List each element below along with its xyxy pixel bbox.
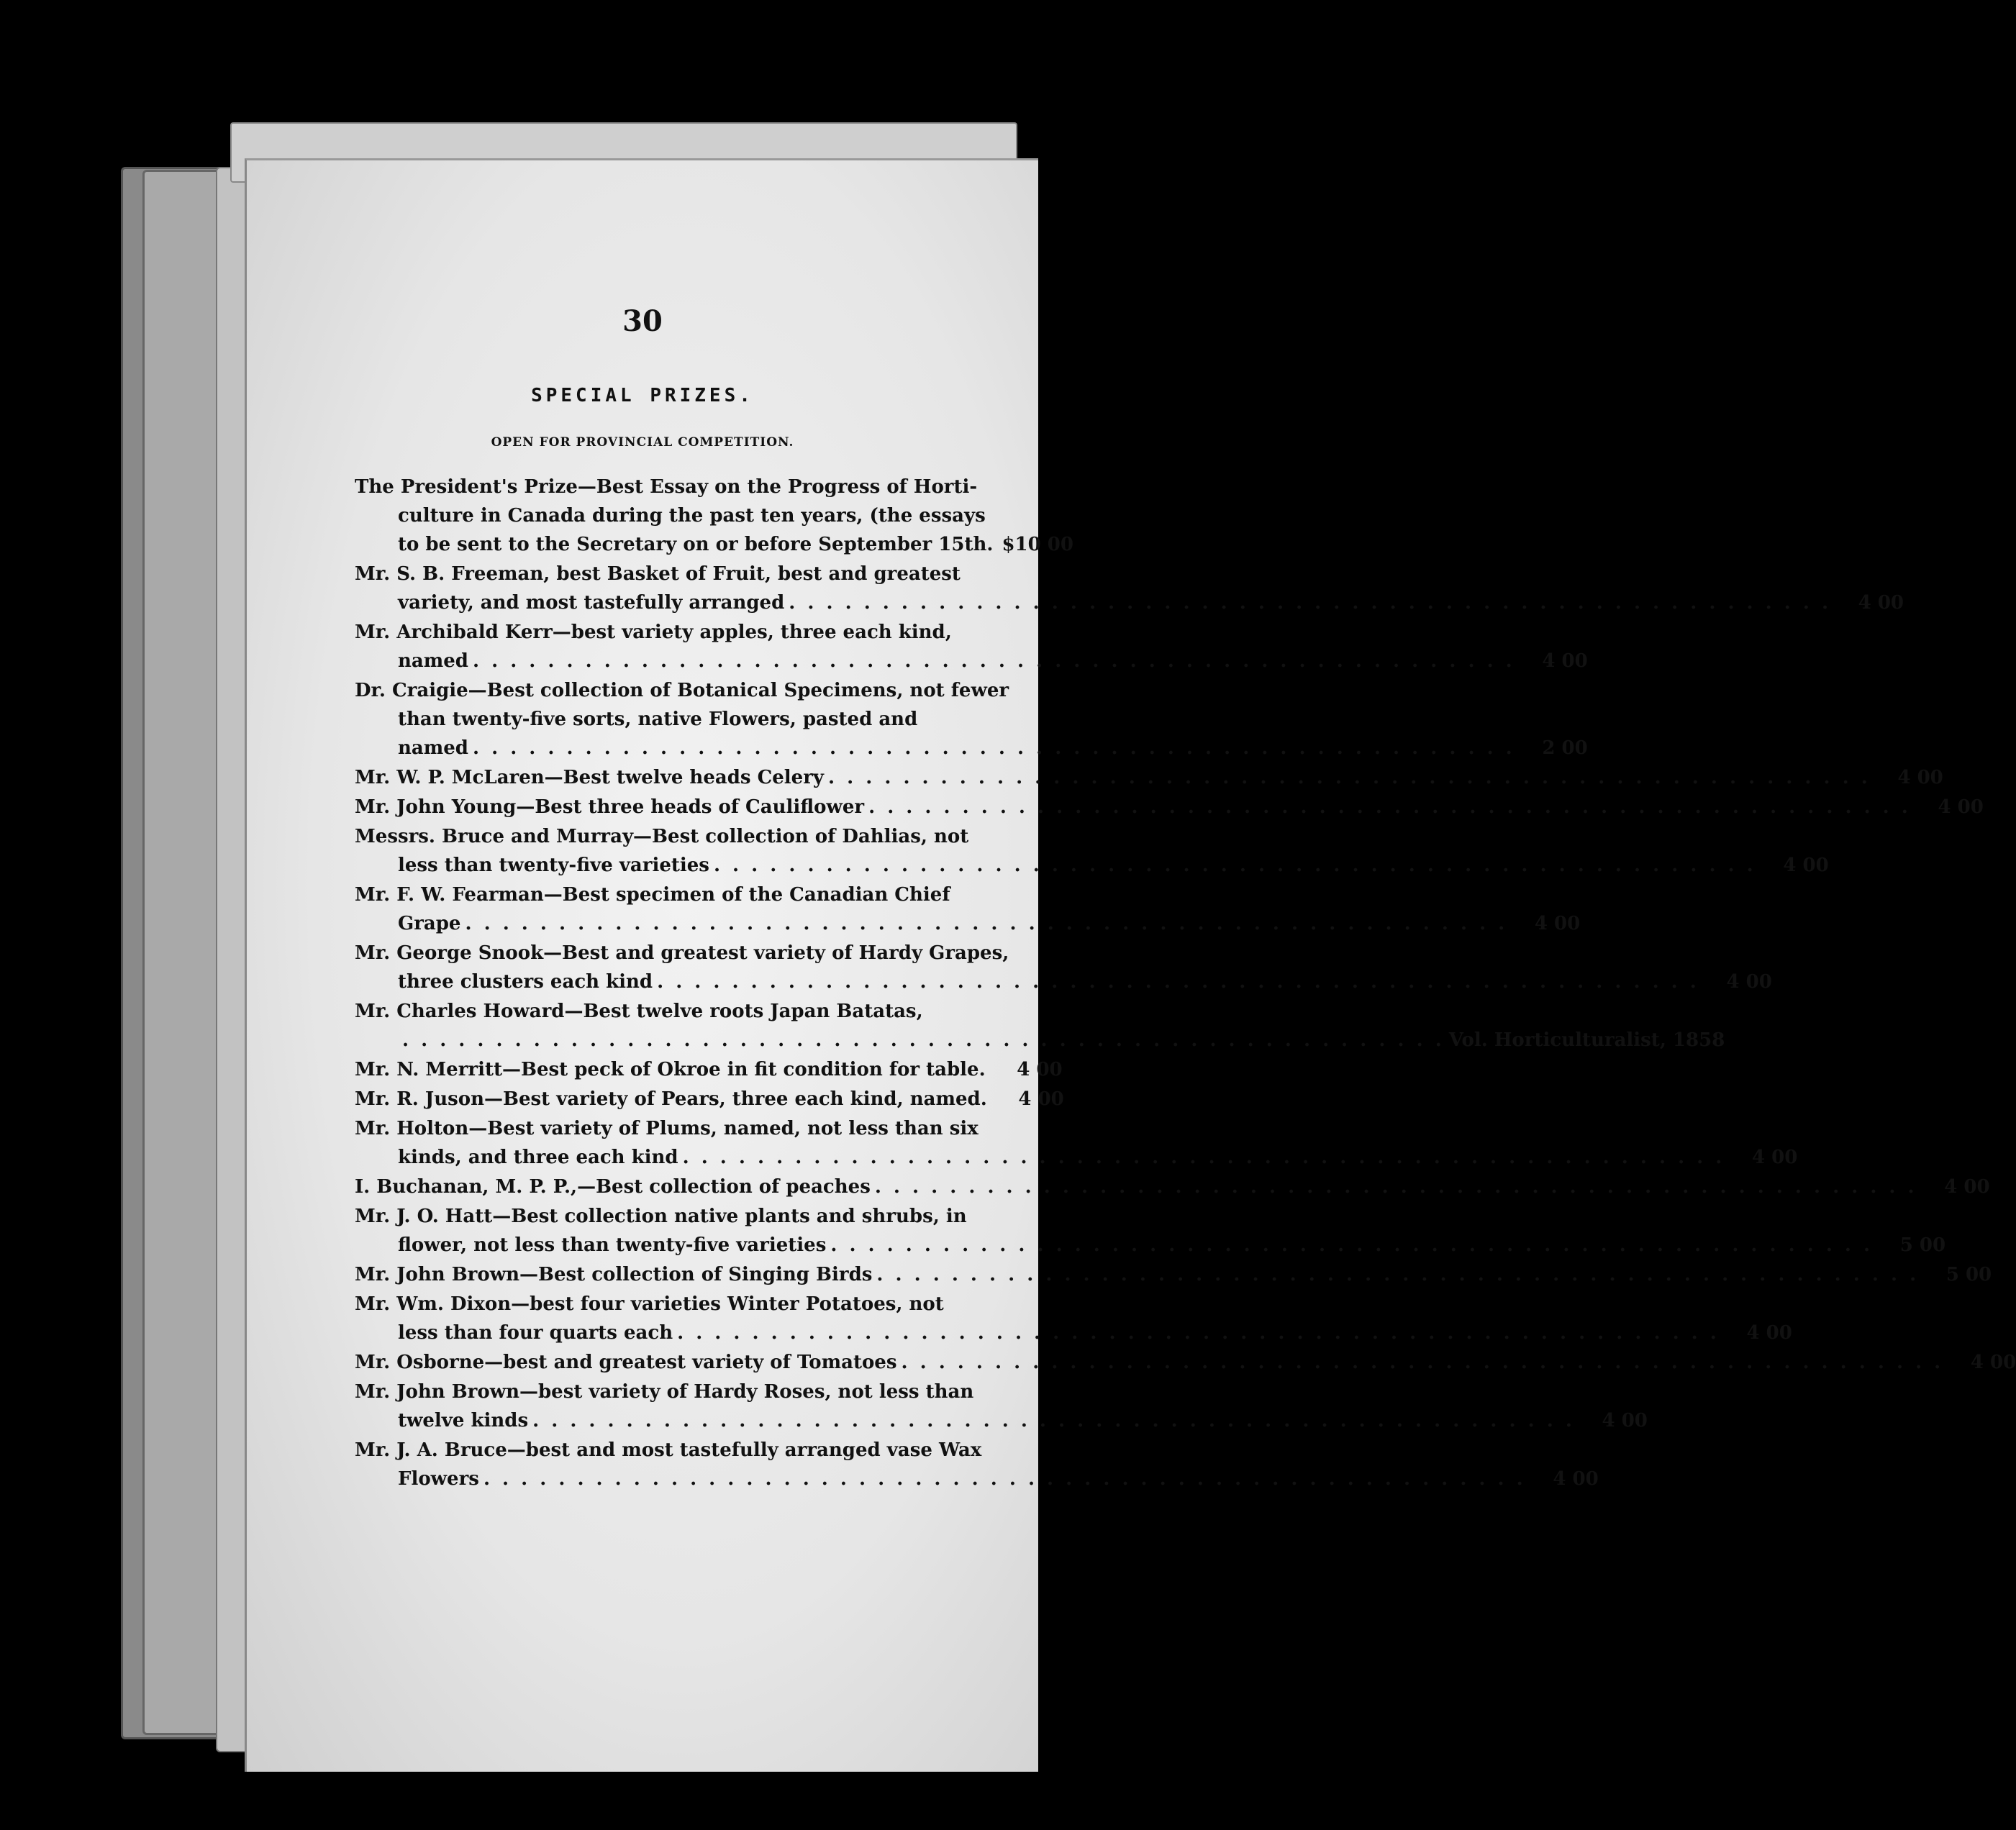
prize-text: Mr. John Young—Best three heads of Cauliflower: [355, 796, 865, 818]
prize-entry: [355, 1055, 1063, 1084]
prize-amount: 4 00: [1752, 1147, 1798, 1168]
prize-text: variety, and most tastefully arranged: [398, 592, 785, 614]
leader-dots: . . . . . . . . . . . . . . . . . . . . . . . . . . . . . . . . . . . . . . . . . . . . . . . . . . . . . . . .: [828, 767, 1871, 788]
prize-text: Mr. Osborne—best and greatest variety of Tomatoes: [355, 1352, 897, 1373]
prize-text-line: Mr. Archibald Kerr—best variety apples, three each kind,: [355, 622, 952, 643]
prize-entry: [355, 1260, 1992, 1289]
prize-entry: [355, 763, 1943, 792]
prize-amount: 4 00: [1783, 855, 1829, 876]
prize-text-line: Mr. Charles Howard—Best twelve roots Japan Batatas,: [355, 1001, 923, 1022]
prize-entry: [355, 473, 1073, 559]
leader-dots: . . . . . . . . . . . . . . . . . . . . . . . . . . . . . . . . . . . . . . . . . . . . . . . . . . . . . . . .: [472, 737, 1515, 759]
prize-text-line: Mr. F. W. Fearman—Best specimen of the Canadian Chief: [355, 884, 950, 906]
leader-dots: . . . . . . . . . . . . . . . . . . . . . . . . . . . . . . . . . . . . . . . . . . . . . . . . . . . . . . . .: [901, 1352, 1944, 1373]
prize-amount: 4 00: [1944, 1176, 1990, 1198]
prize-list: [355, 473, 2016, 1494]
prize-entry: [355, 939, 1772, 996]
prize-text: Flowers: [398, 1468, 479, 1490]
prize-amount: 4 00: [1897, 767, 1943, 788]
prize-entry: [355, 1114, 1798, 1172]
prize-entry: [355, 618, 1588, 675]
prize-entry: [355, 1378, 1648, 1435]
prize-amount: 4 00: [1534, 913, 1581, 934]
prize-text-line: Mr. John Brown—best variety of Hardy Roses, not less than: [355, 1381, 974, 1403]
prize-entry: [355, 1085, 1064, 1114]
leader-dots: . . . . . . . . . . . . . . . . . . . . . . . . . . . . . . . . . . . . . . . . . . . . . . . . . . . . . . . .: [402, 1029, 1445, 1051]
leader-dots: . . . . . . . . . . . . . . . . . . . . . . . . . . . . . . . . . . . . . . . . . . . . . . . . . . . . . . . .: [876, 1264, 1920, 1285]
prize-entry: [355, 793, 1984, 821]
prize-text: Mr. N. Merritt—Best peck of Okroe in fit condition for table.: [355, 1059, 986, 1080]
prize-text-line: Mr. George Snook—Best and greatest variety of Hardy Grapes,: [355, 942, 1009, 964]
leader-dots: . . . . . . . . . . . . . . . . . . . . . . . . . . . . . . . . . . . . . . . . . . . . . . . . . . . . . . . .: [682, 1147, 1725, 1168]
prize-text-line: Messrs. Bruce and Murray—Best collection of Dahlias, not: [355, 826, 969, 847]
prize-amount: 4 00: [1017, 1059, 1063, 1080]
prize-amount: 4 00: [1858, 592, 1904, 614]
prize-entry: [355, 1348, 2016, 1377]
leader-dots: . . . . . . . . . . . . . . . . . . . . . . . . . . . . . . . . . . . . . . . . . . . . . . . . . . . . . . . .: [465, 913, 1508, 934]
prize-amount: 4 00: [1553, 1468, 1599, 1490]
prize-text: named: [398, 650, 468, 672]
prize-text: twelve kinds: [398, 1410, 529, 1431]
leader-dots: . . . . . . . . . . . . . . . . . . . . . . . . . . . . . . . . . . . . . . . . . . . . . . . . . . . . . . . .: [532, 1410, 1575, 1431]
prize-amount: Vol. Horticulturalist, 1858: [1448, 1029, 1725, 1051]
leader-dots: . . . . . . . . . . . . . . . . . . . . . . . . . . . . . . . . . . . . . . . . . . . . . . . . . . . . . . . .: [868, 796, 1911, 818]
prize-entry: [355, 880, 1581, 938]
prize-text-line: Dr. Craigie—Best collection of Botanical Specimens, not fewer: [355, 680, 1009, 701]
prize-text-line: The President's Prize—Best Essay on the Progress of Horti-: [355, 476, 978, 498]
prize-text-line: Mr. Holton—Best variety of Plums, named, not less than six: [355, 1118, 979, 1139]
prize-text-line: Mr. Wm. Dixon—best four varieties Winter Potatoes, not: [355, 1293, 944, 1315]
prize-text: to be sent to the Secretary on or before September 15th.: [398, 534, 994, 555]
section-heading: SPECIAL PRIZES.: [531, 385, 754, 406]
prize-text: Grape: [398, 913, 461, 934]
leader-dots: . . . . . . . . . . . . . . . . . . . . . . . . . . . . . . . . . . . . . . . . . . . . . . . . . . . . . . . .: [874, 1176, 1917, 1198]
prize-amount: 4 00: [1938, 796, 1984, 818]
prize-amount: 4 00: [1602, 1410, 1648, 1431]
leader-dots: . . . . . . . . . . . . . . . . . . . . . . . . . . . . . . . . . . . . . . . . . . . . . . . . . . . . . . . .: [657, 971, 1699, 993]
prize-text: less than four quarts each: [398, 1322, 673, 1344]
prize-text: flower, not less than twenty-five varieties: [398, 1234, 827, 1256]
prize-entry: [355, 1436, 1599, 1493]
leader-dots: . . . . . . . . . . . . . . . . . . . . . . . . . . . . . . . . . . . . . . . . . . . . . . . . . . . . . . . .: [677, 1322, 1720, 1344]
prize-text-line: than twenty-five sorts, native Flowers, pasted and: [398, 709, 918, 730]
leader-dots: . . . . . . . . . . . . . . . . . . . . . . . . . . . . . . . . . . . . . . . . . . . . . . . . . . . . . . . .: [713, 855, 1756, 876]
prize-text: named: [398, 737, 468, 759]
section-subheading: OPEN FOR PROVINCIAL COMPETITION.: [491, 435, 794, 450]
prize-text: three clusters each kind: [398, 971, 653, 993]
prize-amount: 5 00: [1899, 1234, 1946, 1256]
prize-amount: 4 00: [1542, 650, 1588, 672]
prize-text: Mr. W. P. McLaren—Best twelve heads Celery: [355, 767, 825, 788]
prize-entry: [355, 1202, 1946, 1260]
prize-text: less than twenty-five varieties: [398, 855, 709, 876]
prize-entry: [355, 560, 1904, 617]
prize-amount: 5 00: [1945, 1264, 1992, 1285]
prize-text: I. Buchanan, M. P. P.,—Best collection of peaches: [355, 1176, 871, 1198]
prize-text-line: Mr. J. A. Bruce—best and most tastefully arranged vase Wax: [355, 1439, 982, 1461]
prize-amount: 4 00: [1018, 1088, 1064, 1110]
prize-amount: 2 00: [1542, 737, 1588, 759]
leader-dots: . . . . . . . . . . . . . . . . . . . . . . . . . . . . . . . . . . . . . . . . . . . . . . . . . . . . . . . .: [483, 1468, 1526, 1490]
prize-entry: [355, 822, 1829, 880]
leader-dots: . . . . . . . . . . . . . . . . . . . . . . . . . . . . . . . . . . . . . . . . . . . . . . . . . . . . . . . .: [472, 650, 1515, 672]
page-number: 30: [622, 304, 663, 338]
prize-amount: 4 00: [1726, 971, 1772, 993]
prize-text-line: Mr. J. O. Hatt—Best collection native plants and shrubs, in: [355, 1206, 967, 1227]
prize-text-line: Mr. S. B. Freeman, best Basket of Fruit, best and greatest: [355, 563, 961, 585]
prize-entry: [355, 1290, 1792, 1347]
prize-amount: 4 00: [1746, 1322, 1792, 1344]
prize-amount: $10 00: [1002, 534, 1073, 555]
prize-text: kinds, and three each kind: [398, 1147, 678, 1168]
leader-dots: . . . . . . . . . . . . . . . . . . . . . . . . . . . . . . . . . . . . . . . . . . . . . . . . . . . . . . . .: [789, 592, 1832, 614]
prize-text: Mr. John Brown—Best collection of Singing Birds: [355, 1264, 873, 1285]
prize-amount: 4 00: [1970, 1352, 2016, 1373]
prize-text-line: culture in Canada during the past ten years, (the essays: [398, 505, 986, 527]
prize-entry: [355, 676, 1588, 762]
leader-dots: . . . . . . . . . . . . . . . . . . . . . . . . . . . . . . . . . . . . . . . . . . . . . . . . . . . . . . . .: [830, 1234, 1874, 1256]
prize-entry: [355, 997, 1725, 1055]
prize-entry: [355, 1173, 1990, 1201]
prize-text: Mr. R. Juson—Best variety of Pears, three each kind, named.: [355, 1088, 987, 1110]
document-page: [245, 158, 2016, 1772]
